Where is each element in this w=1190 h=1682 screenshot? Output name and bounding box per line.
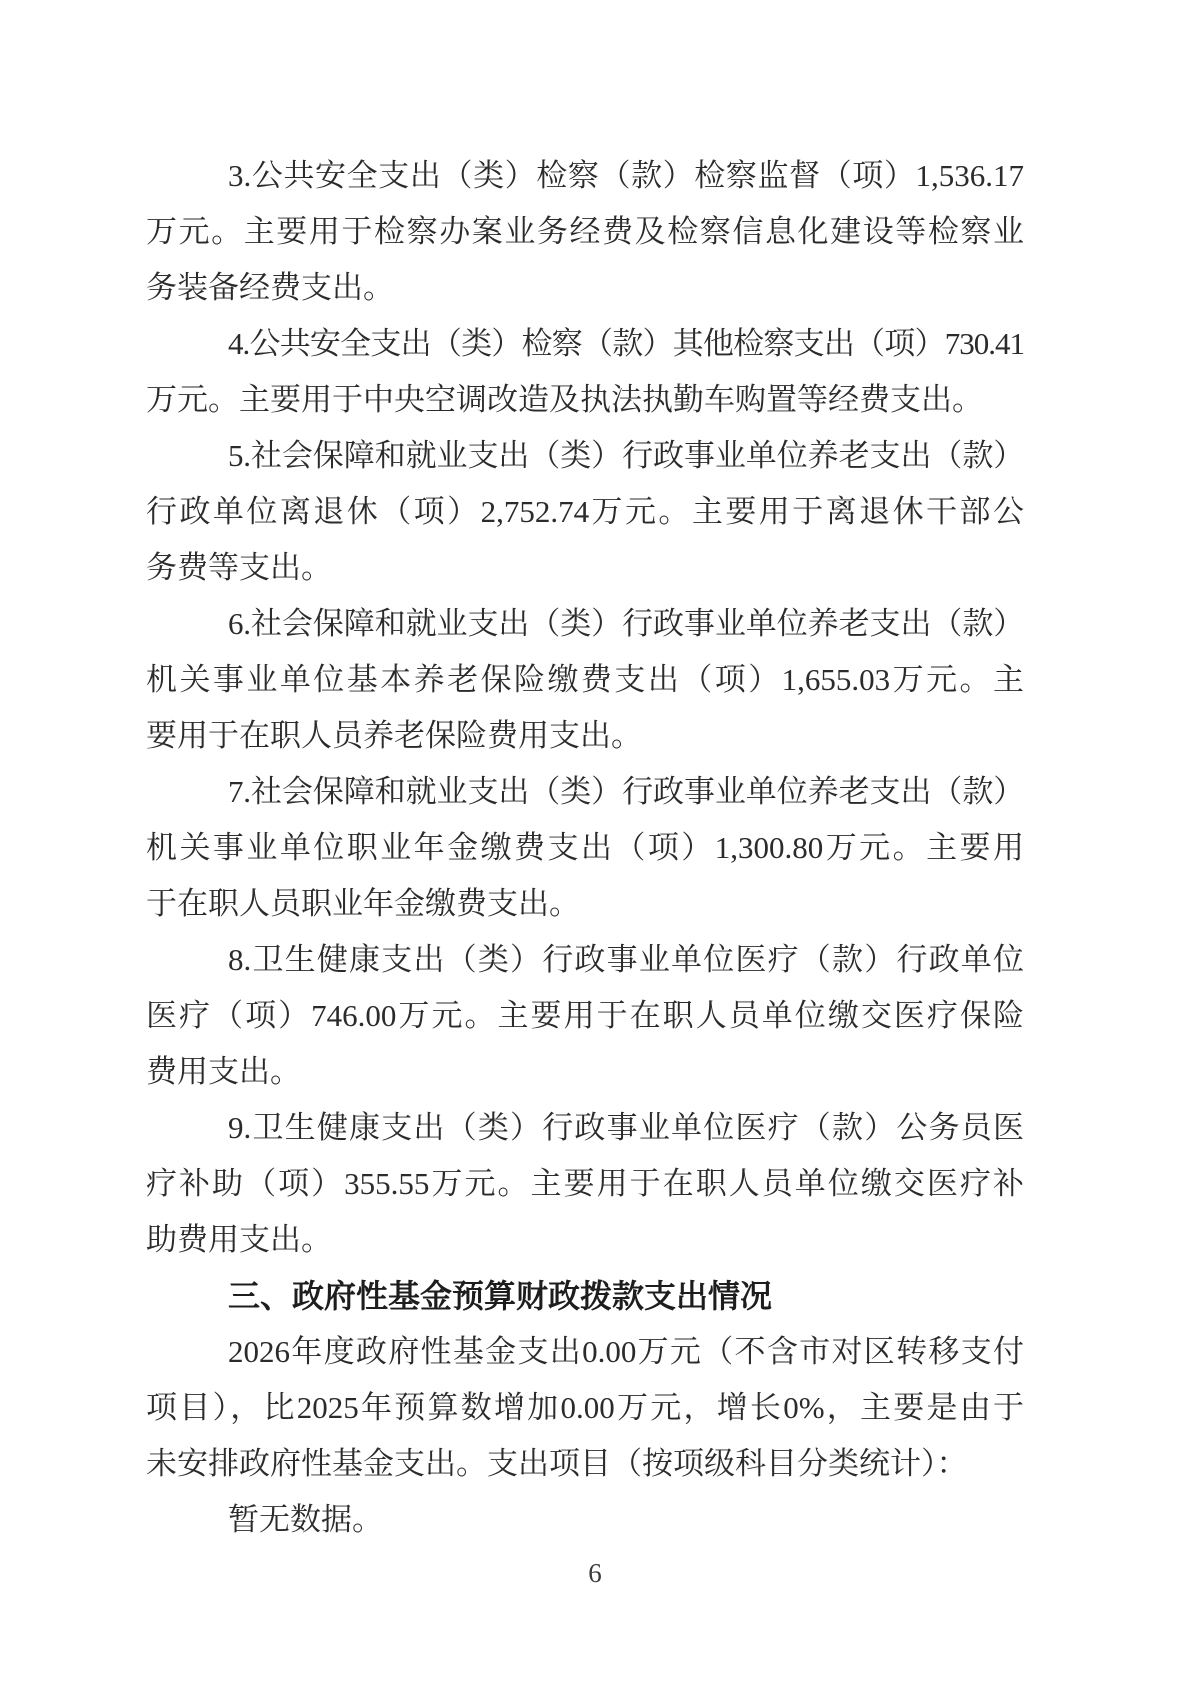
text-line: 8.卫生健康支出（类）行政事业单位医疗（款）行政单位: [228, 942, 1024, 977]
text-line: 4.公共安全支出（类）检察（款）其他检察支出（项）730.41: [228, 326, 1024, 361]
text-line: 7.社会保障和就业支出（类）行政事业单位养老支出（款）: [228, 774, 1024, 809]
text-line: 机关事业单位基本养老保险缴费支出（项）1,655.03万元。主: [146, 662, 1024, 697]
paragraph: [146, 932, 1024, 1100]
text-line: 务装备经费支出。: [146, 270, 394, 305]
text-line: 行政单位离退休（项）2,752.74万元。主要用于离退休干部公: [146, 494, 1024, 529]
text-line: 三、政府性基金预算财政拨款支出情况: [228, 1278, 773, 1314]
paragraph: [146, 428, 1024, 596]
text-line: 于在职人员职业年金缴费支出。: [146, 886, 580, 921]
section-heading: [146, 1268, 1024, 1324]
text-line: 未安排政府性基金支出。支出项目（按项级科目分类统计）：: [146, 1446, 968, 1481]
text-line: 2026年度政府性基金支出0.00万元（不含市对区转移支付: [228, 1334, 1024, 1369]
text-line: 疗补助（项）355.55万元。主要用于在职人员单位缴交医疗补: [146, 1166, 1024, 1201]
text-line: 暂无数据。: [228, 1502, 383, 1537]
paragraph: [146, 316, 1024, 428]
text-line: 3.公共安全支出（类）检察（款）检察监督（项）1,536.17: [228, 158, 1024, 193]
text-line: 医疗（项）746.00万元。主要用于在职人员单位缴交医疗保险: [146, 998, 1024, 1033]
paragraph: [146, 1100, 1024, 1268]
text-line: 费用支出。: [146, 1054, 301, 1089]
page-number: 6: [588, 1558, 602, 1588]
paragraph: [146, 1324, 1024, 1492]
text-line: 5.社会保障和就业支出（类）行政事业单位养老支出（款）: [228, 438, 1024, 473]
paragraph: [146, 148, 1024, 316]
text-line: 6.社会保障和就业支出（类）行政事业单位养老支出（款）: [228, 606, 1024, 641]
text-line: 万元。主要用于检察办案业务经费及检察信息化建设等检察业: [146, 214, 1024, 249]
text-line: 9.卫生健康支出（类）行政事业单位医疗（款）公务员医: [228, 1110, 1024, 1145]
paragraph: [146, 764, 1024, 932]
text-line: 机关事业单位职业年金缴费支出（项）1,300.80万元。主要用: [146, 830, 1024, 865]
text-line: 万元。主要用于中央空调改造及执法执勤车购置等经费支出。: [146, 382, 983, 417]
text-line: 项目），比2025年预算数增加0.00万元，增长0%，主要是由于: [146, 1390, 1024, 1425]
document-body: [146, 148, 1024, 1548]
text-line: 助费用支出。: [146, 1222, 332, 1257]
text-line: 要用于在职人员养老保险费用支出。: [146, 718, 642, 753]
paragraph: [146, 596, 1024, 764]
text-line: 务费等支出。: [146, 550, 332, 585]
paragraph: [146, 1492, 1024, 1548]
